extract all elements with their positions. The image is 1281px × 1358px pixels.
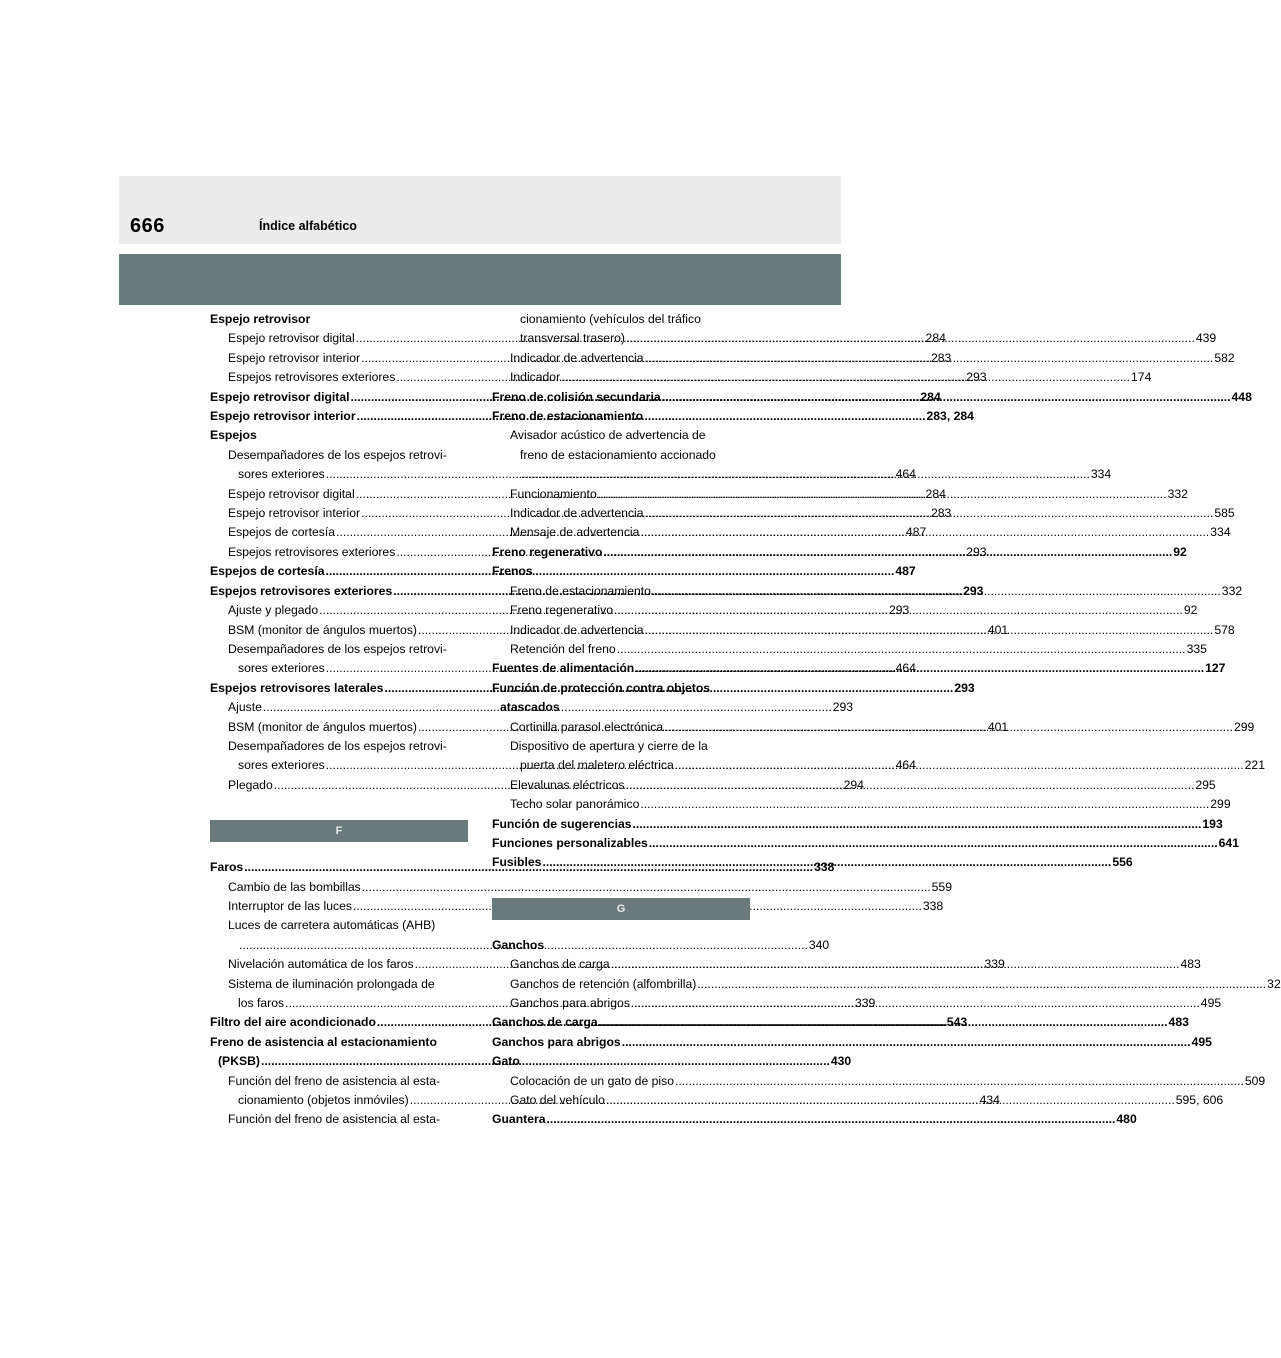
entry-term: Retención del freno <box>510 641 616 656</box>
dot-leader <box>640 523 1209 542</box>
index-entry-main <box>492 936 750 955</box>
entry-page: 559 <box>931 879 952 894</box>
entry-term: atascados <box>500 700 560 715</box>
entry-term: Función del freno de asistencia al esta- <box>228 1073 441 1088</box>
dot-leader <box>603 543 1172 562</box>
entry-page: 283 <box>930 506 952 521</box>
dot-leader <box>547 1110 1116 1129</box>
entry-page: 334 <box>1090 467 1112 482</box>
entry-term: Freno de colisión secundaria <box>492 389 661 404</box>
dot-leader <box>644 349 1213 368</box>
entry-term: Espejo retrovisor interior <box>228 506 361 521</box>
dot-leader <box>644 504 1213 523</box>
index-entry-main <box>210 426 468 445</box>
dot-leader <box>697 975 1266 994</box>
entry-page: 338 <box>922 898 944 913</box>
entry-term: Espejos de cortesía <box>210 564 325 579</box>
entry-term: Espejo retrovisor interior <box>210 409 356 424</box>
entry-page: 299 <box>1233 719 1255 734</box>
dot-leader <box>521 465 1090 484</box>
entry-term: (PKSB) <box>218 1054 260 1069</box>
entry-term: Guantera <box>492 1112 546 1127</box>
index-entry-sub <box>492 446 750 465</box>
entry-page: 430 <box>830 1054 852 1069</box>
index-entry-sub <box>210 1072 468 1091</box>
entry-page: 293 <box>966 370 987 385</box>
entry-page: 543 <box>946 1015 968 1030</box>
dot-leader <box>675 756 1244 775</box>
entry-page: 92 <box>1183 603 1198 618</box>
entry-term: Filtro del aire acondicionado <box>210 1015 376 1030</box>
index-entry-sub <box>492 795 1231 814</box>
entry-term: sores exteriores <box>238 758 325 773</box>
entry-term: Función de sugerencias <box>492 816 632 831</box>
letter-divider: G <box>492 898 750 920</box>
entry-term: Espejos de cortesía <box>228 525 336 540</box>
entry-term: Freno de estacionamiento <box>492 409 644 424</box>
dot-leader <box>649 834 1218 853</box>
dot-leader <box>631 994 1200 1013</box>
entry-page: 556 <box>1112 855 1133 870</box>
entry-page: 509 <box>1244 1073 1266 1088</box>
entry-term: Desempañadores de los espejos retrovi- <box>228 447 447 462</box>
entry-page: 335 <box>1186 641 1207 656</box>
entry-term: Ajuste y plegado <box>228 603 319 618</box>
entry-term: Frenos <box>492 564 533 579</box>
entry-term: Colocación de un gato de piso <box>510 1073 674 1088</box>
index-entry-main <box>492 1052 750 1071</box>
dot-leader <box>599 1013 1168 1032</box>
entry-page: 334 <box>1210 525 1231 540</box>
entry-term: Ganchos para abrigos <box>492 1034 621 1049</box>
entry-term: Cortinilla parasol electrónica <box>510 719 664 734</box>
entry-page: 464 <box>895 758 916 773</box>
entry-term: Ajuste <box>228 700 262 715</box>
entry-term: Plegado <box>228 777 273 792</box>
dot-leader <box>640 795 1209 814</box>
entry-term: freno de estacionamiento accionado <box>520 447 716 462</box>
index-entry-sub <box>492 310 750 329</box>
index-entry-sub <box>492 975 1281 994</box>
entry-page: 294 <box>843 777 864 792</box>
entry-page: 293 <box>963 583 984 598</box>
entry-page: 284 <box>925 331 946 346</box>
entry-term: Espejo retrovisor <box>210 312 311 326</box>
entry-term: Espejos retrovisores exteriores <box>210 583 393 598</box>
entry-page: 464 <box>895 467 916 482</box>
index-entry-main <box>492 679 750 698</box>
entry-term: Ganchos <box>492 937 545 952</box>
dot-leader <box>611 955 1180 974</box>
index-entry-sub <box>210 975 468 994</box>
entry-term: Ganchos de retención (alfombrilla) <box>510 976 697 991</box>
entry-term: Nivelación automática de los faros <box>228 957 414 972</box>
entry-term: Freno regenerativo <box>492 544 603 559</box>
entry-page: 495 <box>1200 996 1222 1010</box>
entry-term: Indicador de advertencia <box>510 506 644 521</box>
dot-leader <box>644 621 1213 640</box>
entry-term: Dispositivo de apertura y cierre de la <box>510 738 708 753</box>
entry-page: 193 <box>1202 816 1223 831</box>
entry-term: sores exteriores <box>238 661 325 676</box>
entry-term: Indicador <box>510 370 561 385</box>
entry-term: Espejos retrovisores exteriores <box>228 370 396 385</box>
index-entry-sub <box>210 916 468 935</box>
entry-page: 92 <box>1173 544 1187 559</box>
entry-page: 221 <box>1244 758 1265 773</box>
dot-leader <box>662 388 1231 407</box>
index-entry-sub <box>210 465 916 484</box>
index-entry-main <box>492 815 1223 834</box>
entry-page: 483 <box>1168 1015 1189 1030</box>
entry-term: Mensaje de advertencia <box>510 525 640 540</box>
dot-leader <box>542 853 1111 872</box>
entry-page: 487 <box>905 525 927 540</box>
entry-page: 293 <box>889 603 910 618</box>
entry-term: Espejos <box>210 428 257 443</box>
entry-page: 338 <box>814 860 835 875</box>
section-spacer <box>210 795 468 820</box>
entry-page: 434 <box>979 1093 1000 1108</box>
entry-term: Cambio de las bombillas <box>228 879 361 894</box>
entry-term: Ganchos de carga <box>492 1015 598 1030</box>
index-entry-main <box>210 310 468 329</box>
entry-term: Freno regenerativo <box>510 603 613 618</box>
entry-page: 339 <box>854 996 876 1010</box>
index-entry-main <box>492 562 750 581</box>
entry-page: 339 <box>984 957 1005 972</box>
entry-term: Elevalunas eléctricos <box>510 777 625 792</box>
index-entry-main <box>210 1033 468 1052</box>
entry-page: 340 <box>808 937 830 952</box>
entry-term: Avisador acústico de advertencia de <box>510 428 706 443</box>
entry-term: Espejos retrovisores exteriores <box>228 544 396 559</box>
entry-term: Funcionamiento <box>510 486 597 501</box>
entry-term: Techo solar panorámico <box>510 797 640 812</box>
entry-page: 174 <box>1131 370 1152 385</box>
entry-page: 293 <box>966 544 987 559</box>
entry-page: 293 <box>832 700 854 715</box>
dot-leader <box>617 640 1186 659</box>
entry-page: 332 <box>1167 486 1188 501</box>
entry-term: Espejo retrovisor digital <box>228 331 355 346</box>
entry-term: Sistema de iluminación prolongada de <box>228 976 435 991</box>
entry-page: 495 <box>1191 1034 1212 1049</box>
index-entry-sub <box>210 446 468 465</box>
entry-term: Desempañadores de los espejos retrovi- <box>228 738 447 753</box>
dot-leader <box>635 659 1204 678</box>
entry-term: BSM (monitor de ángulos muertos) <box>228 622 417 637</box>
entry-page: 293 <box>954 680 975 695</box>
entry-page: 284 <box>925 486 946 501</box>
entry-page: 578 <box>1214 622 1235 637</box>
index-entry-main <box>492 698 750 717</box>
entry-page: 585 <box>1214 506 1235 521</box>
entry-term: cionamiento (objetos inmóviles) <box>238 1093 409 1108</box>
entry-term: puerta del maletero eléctrica <box>520 758 674 773</box>
entry-term: Ganchos para abrigos <box>510 996 630 1010</box>
entry-term: transversal trasero) <box>520 331 625 346</box>
index-entry-sub <box>210 878 952 897</box>
entry-term: Desempañadores de los espejos retrovi- <box>228 641 447 656</box>
index-entry-main <box>492 1033 1212 1052</box>
entry-term: Espejo retrovisor digital <box>210 389 350 404</box>
entry-term: Faros <box>210 860 244 875</box>
entry-term: Fuentes de alimentación <box>492 661 635 676</box>
index-entry-sub <box>210 640 468 659</box>
entry-page: 32 <box>1267 976 1281 991</box>
index-entry-sub <box>492 737 750 756</box>
index-entry-sub <box>210 1110 468 1129</box>
dot-leader <box>633 815 1202 834</box>
entry-page: 480 <box>1116 1112 1137 1127</box>
index-entry-sub <box>210 897 944 916</box>
entry-page: 448 <box>1231 389 1252 404</box>
entry-term: Interruptor de las luces <box>228 898 352 913</box>
letter-divider: F <box>210 820 468 842</box>
page-number: 666 <box>130 215 165 237</box>
index-entry-main <box>492 834 1239 853</box>
entry-page: 283, 284 <box>926 409 974 424</box>
entry-page: 127 <box>1205 661 1226 676</box>
entry-term: Gato del vehículo <box>510 1093 605 1108</box>
entry-term: Luces de carretera automáticas (AHB) <box>228 918 436 933</box>
entry-page: 483 <box>1180 957 1201 972</box>
index-entry-sub <box>210 737 468 756</box>
entry-term: Fusibles <box>492 855 542 870</box>
index-entry-main <box>492 1110 1137 1129</box>
dot-leader <box>606 1091 1175 1110</box>
entry-page: 641 <box>1218 835 1239 850</box>
dot-leader <box>675 1072 1244 1091</box>
section-spacer <box>210 842 468 858</box>
entry-page: 295 <box>1195 777 1216 792</box>
index-entry-main <box>492 407 750 426</box>
entry-term: Indicador de advertencia <box>510 622 644 637</box>
entry-term: Función de protección contra objetos <box>492 680 711 695</box>
entry-page: 401 <box>987 719 1009 734</box>
entry-page: 439 <box>1195 331 1217 346</box>
index-entry-sub <box>492 640 1207 659</box>
entry-term: Indicador de advertencia <box>510 350 644 365</box>
entry-term: Espejo retrovisor interior <box>228 350 361 365</box>
entry-page: 401 <box>987 622 1009 637</box>
entry-term: Espejos retrovisores laterales <box>210 680 384 695</box>
entry-term: Freno de estacionamiento <box>510 583 651 598</box>
entry-term: Espejo retrovisor digital <box>228 486 355 501</box>
dot-leader <box>664 718 1233 737</box>
entry-term: Gato <box>492 1054 520 1069</box>
dot-leader <box>622 1033 1191 1052</box>
entry-term: BSM (monitor de ángulos muertos) <box>228 719 417 734</box>
dot-leader <box>598 485 1167 504</box>
page-header <box>119 176 841 244</box>
section-title: Índice alfabético <box>259 219 357 233</box>
entry-term: Freno de asistencia al estacionamiento <box>210 1034 437 1049</box>
entry-term: Funciones personalizables <box>492 835 648 850</box>
dot-leader <box>561 368 1130 387</box>
entry-term: cionamiento (vehículos del tráfico <box>520 312 701 326</box>
header-band <box>119 254 841 305</box>
entry-term: los faros <box>238 996 285 1010</box>
entry-page: 283 <box>930 350 952 365</box>
entry-page: 595, 606 <box>1175 1093 1224 1108</box>
index-entry-sub <box>492 426 750 445</box>
entry-page: 284 <box>920 389 941 404</box>
entry-page: 332 <box>1221 583 1243 598</box>
section-spacer <box>492 920 750 936</box>
entry-page: 582 <box>1214 350 1235 365</box>
entry-term: sores exteriores <box>238 467 325 482</box>
entry-term: Función del freno de asistencia al esta- <box>228 1112 441 1127</box>
entry-page: 464 <box>895 661 916 676</box>
dot-leader <box>625 776 1194 795</box>
entry-page: 487 <box>895 564 916 579</box>
index-entry-sub <box>492 1072 1266 1091</box>
dot-leader <box>614 601 1183 620</box>
section-spacer <box>492 873 750 898</box>
entry-page: 299 <box>1210 797 1231 812</box>
dot-leader <box>626 329 1195 348</box>
dot-leader <box>652 582 1221 601</box>
entry-term: Ganchos de carga <box>510 957 610 972</box>
